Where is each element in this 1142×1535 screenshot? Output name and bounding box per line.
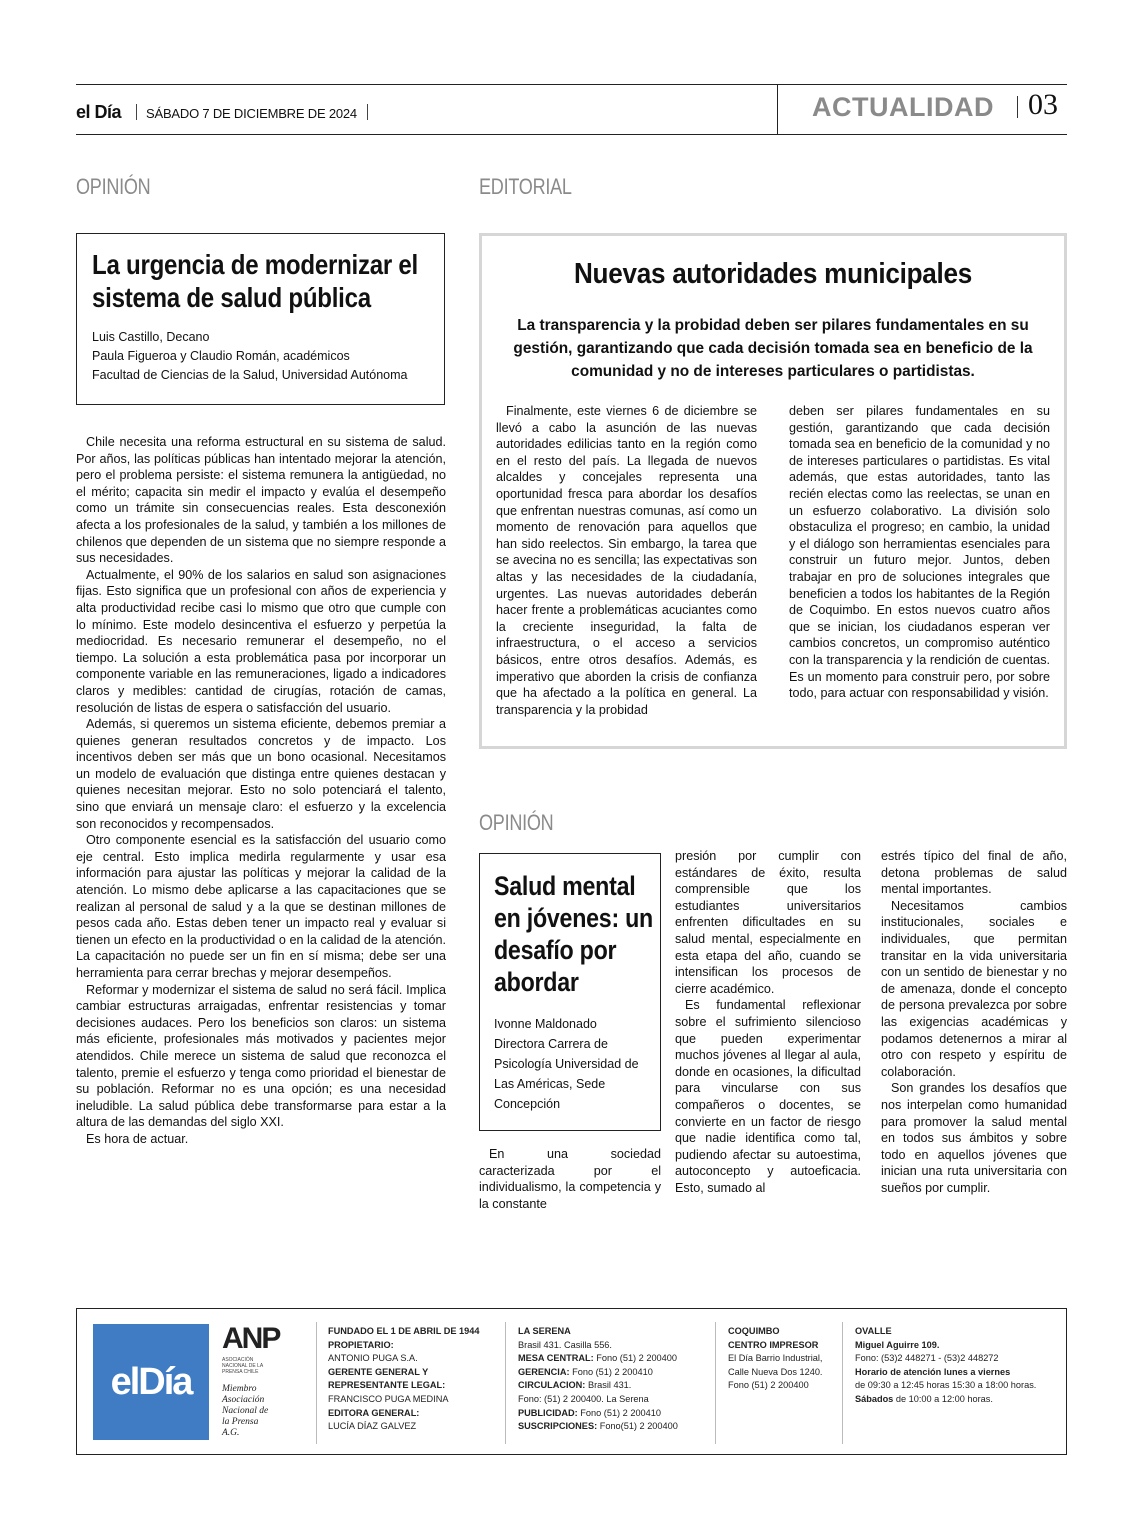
hours-title: Horario de atención lunes a viernes: [855, 1366, 1011, 1377]
paragraph: Reformar y modernizar el sistema de salud no será fácil. Implica cambiar estructuras arraigadas, enfrentar resistencias y tomar decisiones audaces. Pero los beneficios son claros: un sistema más eficiente, profesionales más motivados y pacientes mejor atendidos. Chile merece un sistema de salud que reconozca el talento, premie el esfuerzo y tenga como prioridad el bienestar de su población. Reformar no es una opción; es una necesidad ineludible. La salud pública debe transformarse para estar a la altura de las demandas del siglo XXI.: [76, 982, 446, 1130]
phone-value: Fono: (51) 2 200400. La Serena: [518, 1393, 649, 1404]
address-value: Brasil 431.: [587, 1380, 632, 1391]
paragraph: Es hora de actuar.: [86, 1131, 189, 1146]
hours-label: Sábados: [855, 1393, 894, 1404]
imprint-divider: [715, 1322, 716, 1444]
phone-value: Fono(51) 2 200400: [599, 1421, 678, 1432]
office-address: Miguel Aguirre 109.: [855, 1339, 940, 1350]
opinion-section-label: OPINIÓN: [76, 174, 151, 199]
anp-mark: ANP: [222, 1322, 280, 1355]
phone-label: GERENCIA:: [518, 1366, 570, 1377]
header-divider: [777, 84, 778, 135]
opinion-column-1: [479, 1146, 661, 1212]
imprint-divider: [505, 1322, 506, 1444]
issue-date: SÁBADO 7 DE DICIEMBRE DE 2024: [146, 106, 357, 121]
paragraph: Chile necesita una reforma estructural en su sistema de salud. Por años, las políticas públicas han intentado mejorar la atención, pero el problema persiste: el sistema remunera la antigüedad, no el mérito; capacita sin medir el impacto y evalúa el desempeño como un trámite sin consecuencias reales. Esta desconexión afecta a los profesionales de la salud, y también a los millones de chilenos que dependen de un sistema que no siempre responde a sus necesidades.: [76, 435, 446, 566]
author-line: Paula Figueroa y Claudio Román, académicos: [92, 349, 350, 363]
author-line: Directora Carrera de Psicología Universidad de Las Américas, Sede Concepción: [494, 1037, 639, 1111]
paragraph: Son grandes los desafíos que nos interpelan como humanidad para promover la salud mental en todos sus ámbitos y sobre todo en aquellos jóvenes que inician una ruta universitaria con sueños por cumplir.: [881, 1081, 1067, 1195]
opinion-column-3: [881, 848, 1067, 1196]
opinion-section-label: OPINIÓN: [479, 810, 554, 835]
editorial-column-1: [496, 403, 757, 718]
opinion-authors: [494, 1014, 650, 1114]
member-line: Nacional de: [222, 1406, 269, 1416]
manager-label: REPRESENTANTE LEGAL:: [328, 1380, 446, 1391]
anp-logo: [222, 1322, 292, 1375]
imprint-la-serena: [518, 1325, 710, 1434]
opinion-column-2: [675, 848, 861, 1196]
office-address: El Día Barrio Industrial,: [728, 1353, 823, 1364]
header-top-rule: [76, 84, 1067, 85]
founded-title: FUNDADO EL 1 DE ABRIL DE 1944: [328, 1326, 480, 1336]
paragraph: Otro componente esencial es la satisfacción del usuario como eje central. Esto implica medirla regularmente y usar esa información para ajustar las políticas y mejorar la calidad de la atención. Lo mismo debe aplicarse a las capacitaciones que se realizan al personal de salud y a la que se destinan millones de pesos cada año. Estas deben tener un impacto real y evaluar si tienen un efecto en la productividad o en la calidad de la atención. La capacitación no puede ser un fin en sí misma; debe ser una herramienta para cerrar brechas y mejorar desempeños.: [76, 833, 446, 980]
member-line: Asociación: [222, 1395, 265, 1405]
opinion-header-box: [479, 853, 661, 1131]
opinion-title: Salud mental en jóvenes: un desafío por abordar: [494, 871, 653, 997]
header-separator: [1017, 96, 1018, 118]
phone-label: CIRCULACION:: [518, 1380, 586, 1391]
opinion-title: La urgencia de modernizar el sistema de salud pública: [92, 249, 418, 313]
imprint-divider: [842, 1322, 843, 1444]
owner-name: ANTONIO PUGA S.A.: [328, 1353, 418, 1364]
masthead-logo: el Día: [76, 102, 122, 122]
header-bottom-rule: [76, 134, 1067, 135]
phone-label: MESA CENTRAL:: [518, 1353, 594, 1364]
editor-name: LUCÍA DÍAZ GALVEZ: [328, 1421, 417, 1432]
newspaper-logo: elDía: [93, 1324, 209, 1440]
header-separator: [367, 104, 368, 120]
paragraph: estrés típico del final de año, detona problemas de salud mental importantes.: [881, 849, 1067, 897]
imprint-founded: [328, 1325, 498, 1434]
office-address: Calle Nueva Dos 1240.: [728, 1366, 823, 1377]
paragraph: Finalmente, este viernes 6 de diciembre se llevó a cabo la asunción de las nuevas autoridades edilicias tanto en la región como en el resto del país. La llegada de nuevos alcaldes y concejales representa una oportunidad fresca para abordar los desafíos que enfrentan nuestras comunas, así como un momento de renovación para aquellos que han sido reelectos. Sin embargo, la tarea que se avecina no es sencilla; las expectativas son altas y las necesidades de la ciudadanía, urgentes. Las nuevas autoridades deberán hacer frente a problemáticas acuciantes como la creciente inseguridad, la falta de infraestructura, o el acceso a servicios básicos, entre otros desafíos. Además, es imperativo que aborden la crisis de confianza que ha afectado a la política en general. La transparencia y la probidad: [496, 404, 757, 717]
member-line: la Prensa: [222, 1417, 259, 1427]
editorial-lead: La transparencia y la probidad deben ser pilares fundamentales en su gestión, garantizando que cada decisión tomada sea en beneficio de la comunidad y no de intereses particulares o partidistas.: [513, 317, 1033, 380]
header-separator: [136, 104, 137, 120]
manager-name: FRANCISCO PUGA MEDINA: [328, 1393, 449, 1404]
phone-value: Fono (51) 2 200400: [596, 1353, 677, 1364]
office-address: Brasil 431. Casilla 556.: [518, 1339, 612, 1350]
member-line: Miembro: [222, 1384, 257, 1394]
anp-subtitle: ASOCIACIÓN NACIONAL DE LA PRENSA CHILE: [222, 1357, 263, 1375]
hours-value: de 10:00 a 12:00 horas.: [895, 1393, 993, 1404]
office-subtitle: CENTRO IMPRESOR: [728, 1339, 819, 1350]
author-line: Ivonne Maldonado: [494, 1017, 597, 1031]
phone-label: PUBLICIDAD:: [518, 1407, 578, 1418]
imprint-coquimbo: [728, 1325, 838, 1393]
imprint-divider: [316, 1322, 317, 1444]
paragraph: En una sociedad caracterizada por el individualismo, la competencia y la constante: [479, 1147, 661, 1211]
author-line: Luis Castillo, Decano: [92, 330, 210, 344]
editorial-section-label: EDITORIAL: [479, 174, 572, 199]
phone-label: SUSCRIPCIONES:: [518, 1421, 598, 1432]
manager-label: GERENTE GENERAL Y: [328, 1366, 429, 1377]
author-line: Facultad de Ciencias de la Salud, Universidad Autónoma: [92, 368, 408, 382]
paragraph: presión por cumplir con estándares de éxito, resulta comprensible que los estudiantes universitarios enfrenten dificultades en su salud mental, especialmente en esta etapa del año, cuando se intensifican los procesos de cierre académico.: [675, 849, 861, 996]
office-title: LA SERENA: [518, 1326, 571, 1336]
owner-label: PROPIETARIO:: [328, 1339, 394, 1350]
office-title: COQUIMBO: [728, 1326, 780, 1336]
phone-value: Fono: (53)2 448271 - (53)2 448272: [855, 1353, 999, 1364]
page-number: 03: [1028, 88, 1058, 121]
imprint-ovalle: [855, 1325, 1060, 1407]
editor-label: EDITORA GENERAL:: [328, 1407, 420, 1418]
paragraph: Es fundamental reflexionar sobre el sufrimiento silencioso que pueden experimentar muchos jóvenes al llegar al aula, donde en ocasiones, la dificultad para vincularse con sus compañeros o docentes, se convierte en un factor de riesgo que nadie identifica como tal, pudiendo afectar su autoestima, autoconcepto y autoeficacia. Esto, sumado al: [675, 998, 861, 1195]
opinion-header-box: [76, 233, 445, 405]
section-title: ACTUALIDAD: [812, 92, 994, 122]
editorial-title: Nuevas autoridades municipales: [573, 258, 973, 290]
paragraph: Además, si queremos un sistema eficiente, debemos premiar a quienes generan resultados concretos y de impacto. Los incentivos deben ser más que un bono ocasional. Necesitamos un modelo de evaluación que distinga entre quienes destacan y quienes necesitan mejorar. Esto no solo potenciará el talento, sino que enviará un mensaje claro: el esfuerzo y la excelencia son reconocidos y recompensados.: [76, 717, 446, 831]
paragraph: deben ser pilares fundamentales en su gestión, garantizando que cada decisión tomada sea en beneficio de la comunidad y no de intereses particulares o partidistas. Es vital además, que estas autoridades, tanto las recién electas como las reelectas, se unan en un esfuerzo colaborativo. La división solo obstaculiza el progreso; en cambio, la unidad y el diálogo son herramientas esenciales para construir un futuro mejor. Juntos, deben trabajar en pro de soluciones integrales que beneficien a todos los habitantes de la Región de Coquimbo. En estos nuevos cuatro años que se inician, los ciudadanos esperan ver cambios concretos, un compromiso auténtico con la transparencia y la rendición de cuentas. Es un momento para construir pero, por sobre todo, para actuar con responsabilidad y visión.: [789, 404, 1050, 701]
opinion-body: [76, 434, 446, 1148]
phone-value: Fono (51) 2 200410: [580, 1407, 661, 1418]
phone-value: Fono (51) 2 200410: [572, 1366, 653, 1377]
office-title: OVALLE: [855, 1326, 892, 1336]
paragraph: Actualmente, el 90% de los salarios en salud son asignaciones fijas. Esto significa que un profesional con años de experiencia y alta productividad recibe casi lo mismo que otro que cumple con lo mínimo. Este modelo desincentiva el esfuerzo y perpetúa la mediocridad. Es necesario remunerar el desempeño, no el tiempo. La solución a esta problemática pasa por incorporar un componente variable en las remuneraciones, ligado a indicadores claros y medibles: cantidad de cirugías, rotación de camas, resolución de listas de espera o satisfacción del usuario.: [76, 567, 446, 715]
phone-value: Fono (51) 2 200400: [728, 1380, 809, 1391]
member-line: A.G.: [222, 1428, 240, 1438]
opinion-authors: [92, 328, 430, 385]
member-text: [222, 1384, 268, 1439]
hours-value: de 09:30 a 12:45 horas 15:30 a 18:00 horas.: [855, 1380, 1037, 1391]
editorial-column-2: [789, 403, 1050, 702]
paragraph: Necesitamos cambios institucionales, sociales e individuales, que permitan transitar en la vida universitaria con un sentido de bienestar y no de amenaza, donde el concepto de persona prevalezca por sobre las exigencias académicas y podamos detenernos a mirar al otro con respeto y espíritu de colaboración.: [881, 898, 1067, 1079]
